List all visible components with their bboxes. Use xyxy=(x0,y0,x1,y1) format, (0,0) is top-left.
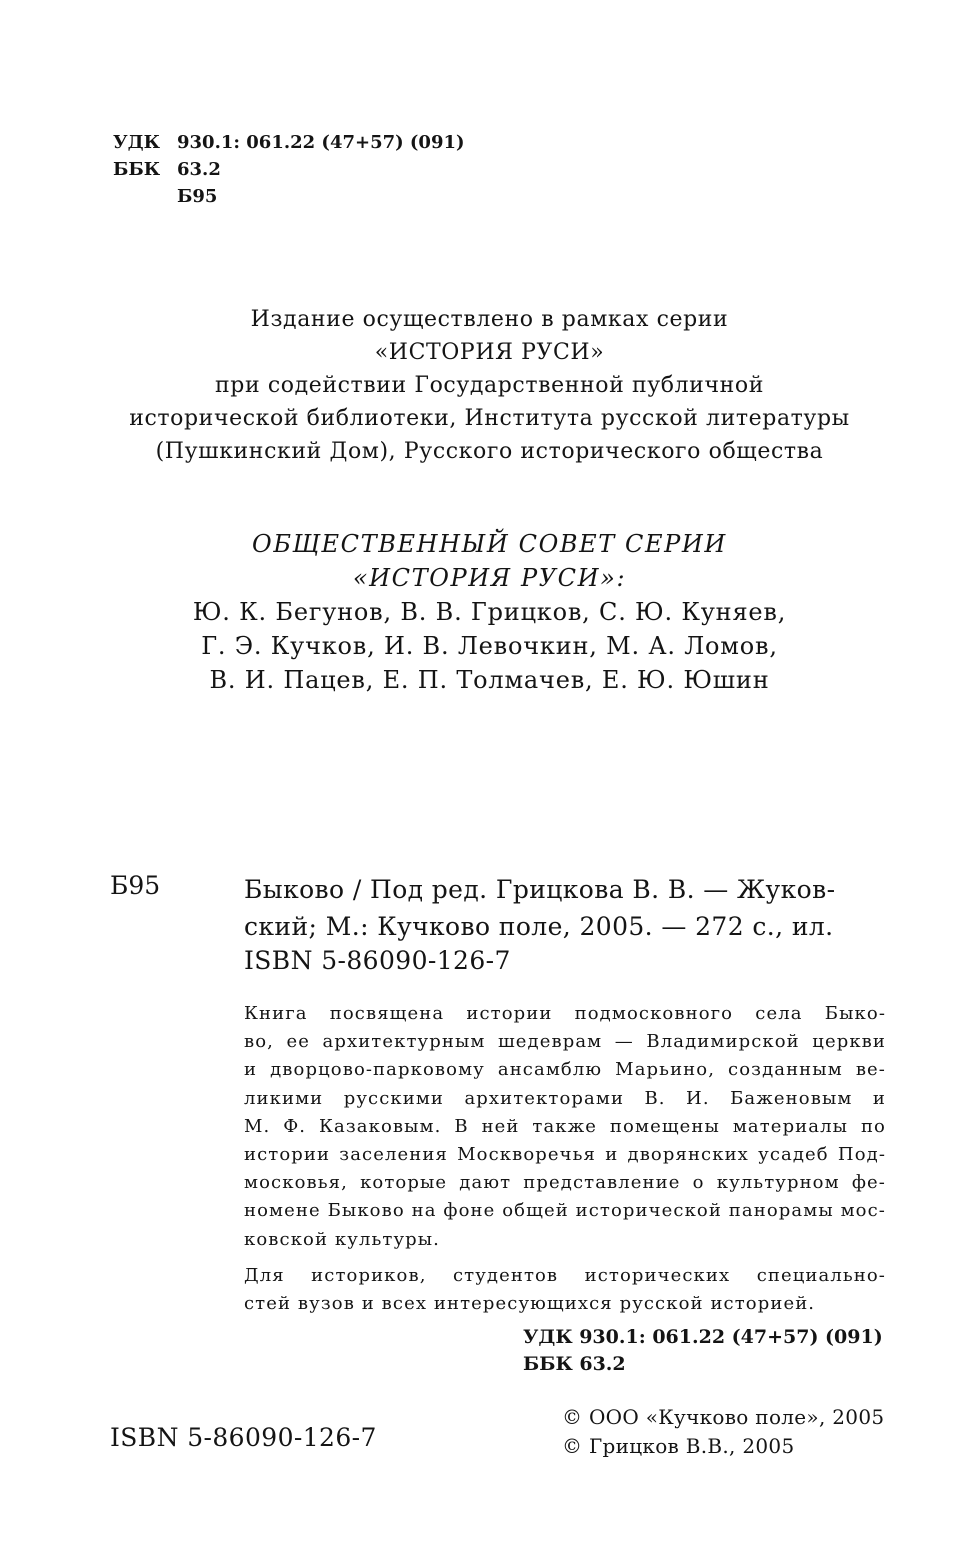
annotation-paragraph xyxy=(244,1262,886,1318)
annotation-line: и дворцово-парковому ансамблю Марьино, созданным ве- xyxy=(244,1059,886,1081)
udk-line: УДК 930.1: 061.22 (47+57) (091) xyxy=(523,1326,883,1348)
annotation-line: во, ее архитектурным шедеврам — Владимирской церкви xyxy=(244,1031,886,1053)
series-note xyxy=(0,303,979,468)
copyright-block xyxy=(562,1403,884,1461)
series-note-line: (Пушкинский Дом), Русского исторического общества xyxy=(155,439,824,464)
annotation-line: ликими русскими архитекторами В. И. Баженовым и xyxy=(244,1087,886,1109)
council-members-line: Г. Э. Кучков, И. В. Левочкин, М. А. Ломов, xyxy=(201,632,778,660)
udk-row xyxy=(113,129,465,156)
annotation xyxy=(244,1000,886,1318)
series-note-line: «ИСТОРИЯ РУСИ» xyxy=(374,340,605,365)
author-mark: Б95 xyxy=(177,186,218,207)
annotation-line: М. Ф. Казаковым. В ней также помещены материалы по xyxy=(244,1115,886,1137)
council-members-line: В. И. Пацев, Е. П. Толмачев, Е. Ю. Юшин xyxy=(209,666,770,694)
annotation-line: московья, которые дают представление о культурном фе- xyxy=(244,1172,886,1194)
series-note-line: исторической библиотеки, Института русской литературы xyxy=(129,406,850,431)
bbk-line: ББК 63.2 xyxy=(523,1353,626,1375)
annotation-line: номене Быково на фоне общей исторической панорамы мос- xyxy=(244,1200,886,1222)
isbn-bottom: ISBN 5-86090-126-7 xyxy=(110,1423,377,1452)
bibliographic-line: Быково / Под ред. Грицкова В. В. — Жуков- xyxy=(244,875,836,904)
udk-value: 930.1: 061.22 (47+57) (091) xyxy=(177,132,465,153)
isbn-entry: ISBN 5-86090-126-7 xyxy=(244,946,511,975)
annotation-line: стей вузов и всех интересующихся русской историей. xyxy=(244,1293,816,1315)
council-block xyxy=(0,527,979,697)
annotation-line: ковской культуры. xyxy=(244,1228,441,1250)
annotation-paragraph xyxy=(244,1000,886,1254)
bibliographic-line: ский; М.: Кучково поле, 2005. — 272 с., ил. xyxy=(244,912,834,941)
bbk-value: 63.2 xyxy=(177,159,221,180)
annotation-line: Книга посвящена истории подмосковного села Быко- xyxy=(244,1003,886,1024)
annotation-line: Для историков, студентов исторических специально- xyxy=(244,1264,886,1286)
series-note-line: Издание осуществлено в рамках серии xyxy=(250,307,729,332)
classification-bottom xyxy=(523,1324,883,1378)
udk-label: УДК xyxy=(113,132,160,153)
series-note-line: при содействии Государственной публичной xyxy=(215,373,764,398)
bbk-label: ББК xyxy=(113,159,161,180)
council-title-series: «ИСТОРИЯ РУСИ»: xyxy=(352,564,627,592)
annotation-line: истории заселения Москворечья и дворянских усадеб Под- xyxy=(244,1144,886,1166)
author-mark-row xyxy=(113,183,465,210)
bbk-row xyxy=(113,156,465,183)
catalog-code: Б95 xyxy=(110,871,161,900)
council-title: ОБЩЕСТВЕННЫЙ СОВЕТ СЕРИИ xyxy=(252,530,727,558)
bibliographic-description xyxy=(244,871,835,945)
classification-top xyxy=(113,129,465,210)
copyright-publisher: © ООО «Кучково поле», 2005 xyxy=(562,1405,885,1429)
council-members-line: Ю. К. Бегунов, В. В. Грицков, С. Ю. Куняев, xyxy=(192,598,787,626)
copyright-author: © Грицков В.В., 2005 xyxy=(562,1434,795,1458)
